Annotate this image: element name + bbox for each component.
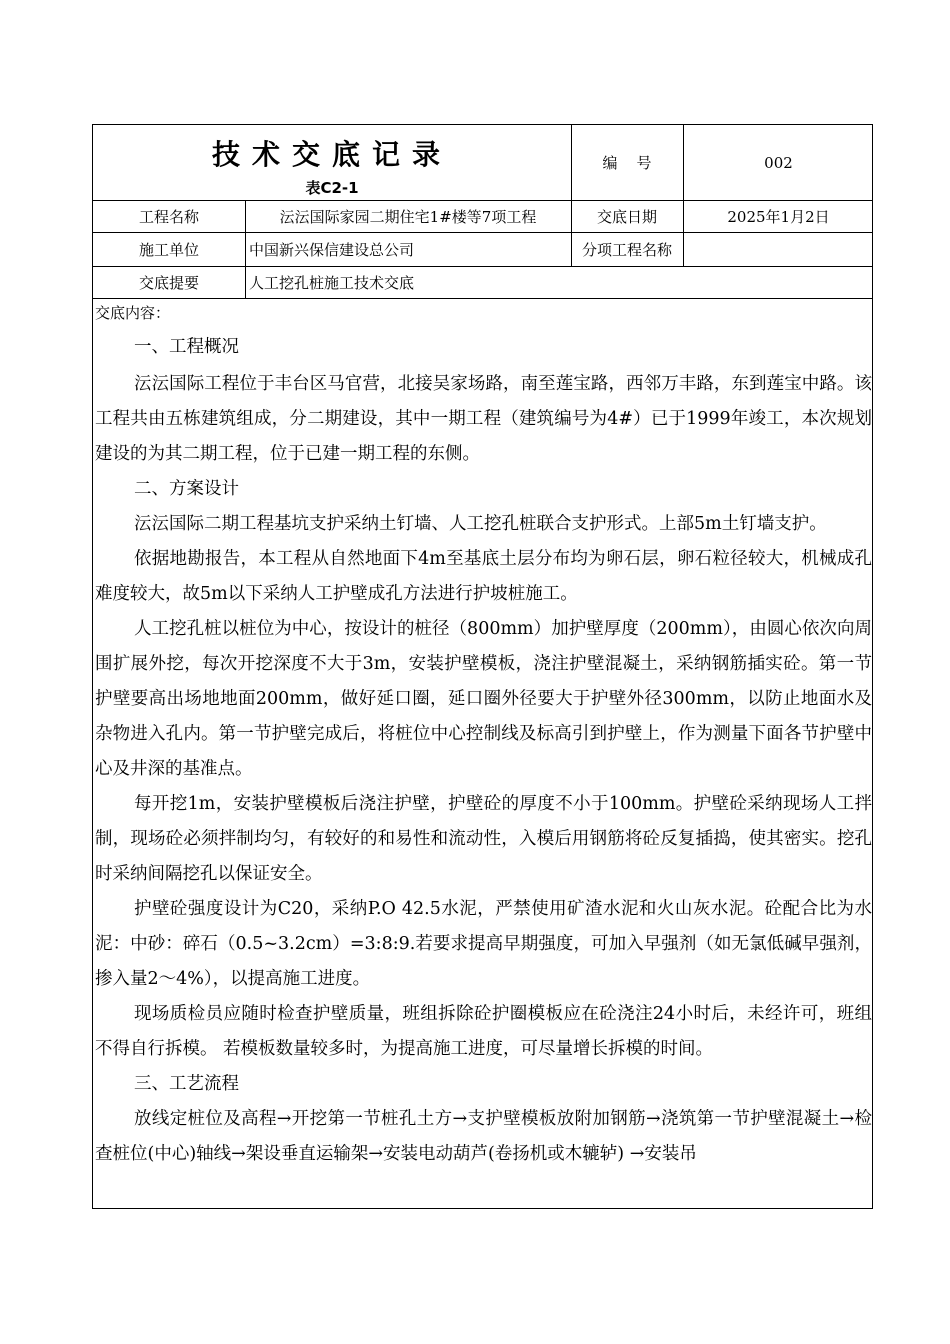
content-paragraph: 每开挖1m，安装护壁模板后浇注护壁，护壁砼的厚度不小于100mm。护壁砼采纳现场人工拌制，现场砼必须拌制均匀，有较好的和易性和流动性，入模后用钢筋将砼反复插捣，使其密实。挖孔时采纳间隔挖孔以保证安全。 <box>95 794 872 884</box>
content-paragraph: 人工挖孔桩以桩位为中心，按设计的桩径（800mm）加护壁厚度（200mm），由圆心依次向周围扩展外挖，每次开挖深度不大于3m，安装护壁模板，浇注护壁混凝土，采纳钢筋插实砼。第一节护壁要高出场地地面200mm，做好延口圈，延口圈外径要大于护壁外径300mm，以防止地面水及杂物进入孔内。第一节护壁完成后，将桩位中心控制线及标高引到护壁上，作为测量下面各节护壁中心及井深的基准点。 <box>95 619 872 779</box>
content-paragraph: 沄沄国际工程位于丰台区马官营，北接吴家场路，南至莲宝路，西邻万丰路，东到莲宝中路。该工程共由五栋建筑组成，分二期建设，其中一期工程（建筑编号为4#）已于1999年竣工，本次规划建设的为其二期工程，位于已建一期工程的东侧。 <box>95 374 872 464</box>
section-heading: 二、方案设计 <box>134 479 239 499</box>
record-form <box>92 124 873 1209</box>
disclosure-content <box>93 299 874 1172</box>
summary-value: 人工挖孔桩施工技术交底 <box>249 273 415 292</box>
contractor-label: 施工单位 <box>138 240 199 259</box>
number-label: 编 号 <box>602 154 652 172</box>
section-heading: 三、工艺流程 <box>134 1074 239 1094</box>
content-paragraph: 沄沄国际二期工程基坑支护采纳土钉墙、人工挖孔桩联合支护形式。上部5m土钉墙支护。 <box>134 514 827 534</box>
content-label: 交底内容： <box>95 304 171 322</box>
project-name-label: 工程名称 <box>138 207 199 226</box>
subproject-value <box>687 232 874 266</box>
date-label: 交底日期 <box>596 207 657 226</box>
content-paragraph: 现场质检员应随时检查护壁质量，班组拆除砼护圈模板应在砼浇注24小时后，未经许可，班组不得自行拆模。 若模板数量较多时，为提高施工进度，可尽量增长拆模的时间。 <box>95 1004 872 1059</box>
content-paragraph: 护壁砼强度设计为C20，采纳P.O 42.5水泥，严禁使用矿渣水泥和火山灰水泥。砼配合比为水泥：中砂：碎石（0.5~3.2cm）=3:8:9.若要求提高早期强度，可加入早强剂（如无氯低碱早强剂，掺入量2～4%），以提高施工进度。 <box>95 899 872 989</box>
summary-label: 交底提要 <box>138 273 199 292</box>
number-value: 002 <box>764 153 793 172</box>
form-code: 表C2-1 <box>305 179 359 197</box>
section-heading: 一、工程概况 <box>134 337 239 357</box>
content-paragraph: 依据地勘报告，本工程从自然地面下4m至基底土层分布均为卵石层，卵石粒径较大，机械成孔难度较大，故5m以下采纳人工护壁成孔方法进行护坡桩施工。 <box>95 549 872 604</box>
contractor-value: 中国新兴保信建设总公司 <box>249 240 415 259</box>
content-paragraph: 放线定桩位及高程→开挖第一节桩孔土方→支护壁模板放附加钢筋→浇筑第一节护壁混凝土→检查桩位(中心)轴线→架设垂直运输架→安装电动葫芦(卷扬机或木辘轳) →安装吊 <box>95 1109 872 1164</box>
subproject-label: 分项工程名称 <box>581 240 672 259</box>
date-value: 2025年1月2日 <box>727 207 830 226</box>
project-name-value: 沄沄国际家园二期住宅1#楼等7项工程 <box>279 207 537 226</box>
page-title: 技术交底记录 <box>211 138 452 171</box>
